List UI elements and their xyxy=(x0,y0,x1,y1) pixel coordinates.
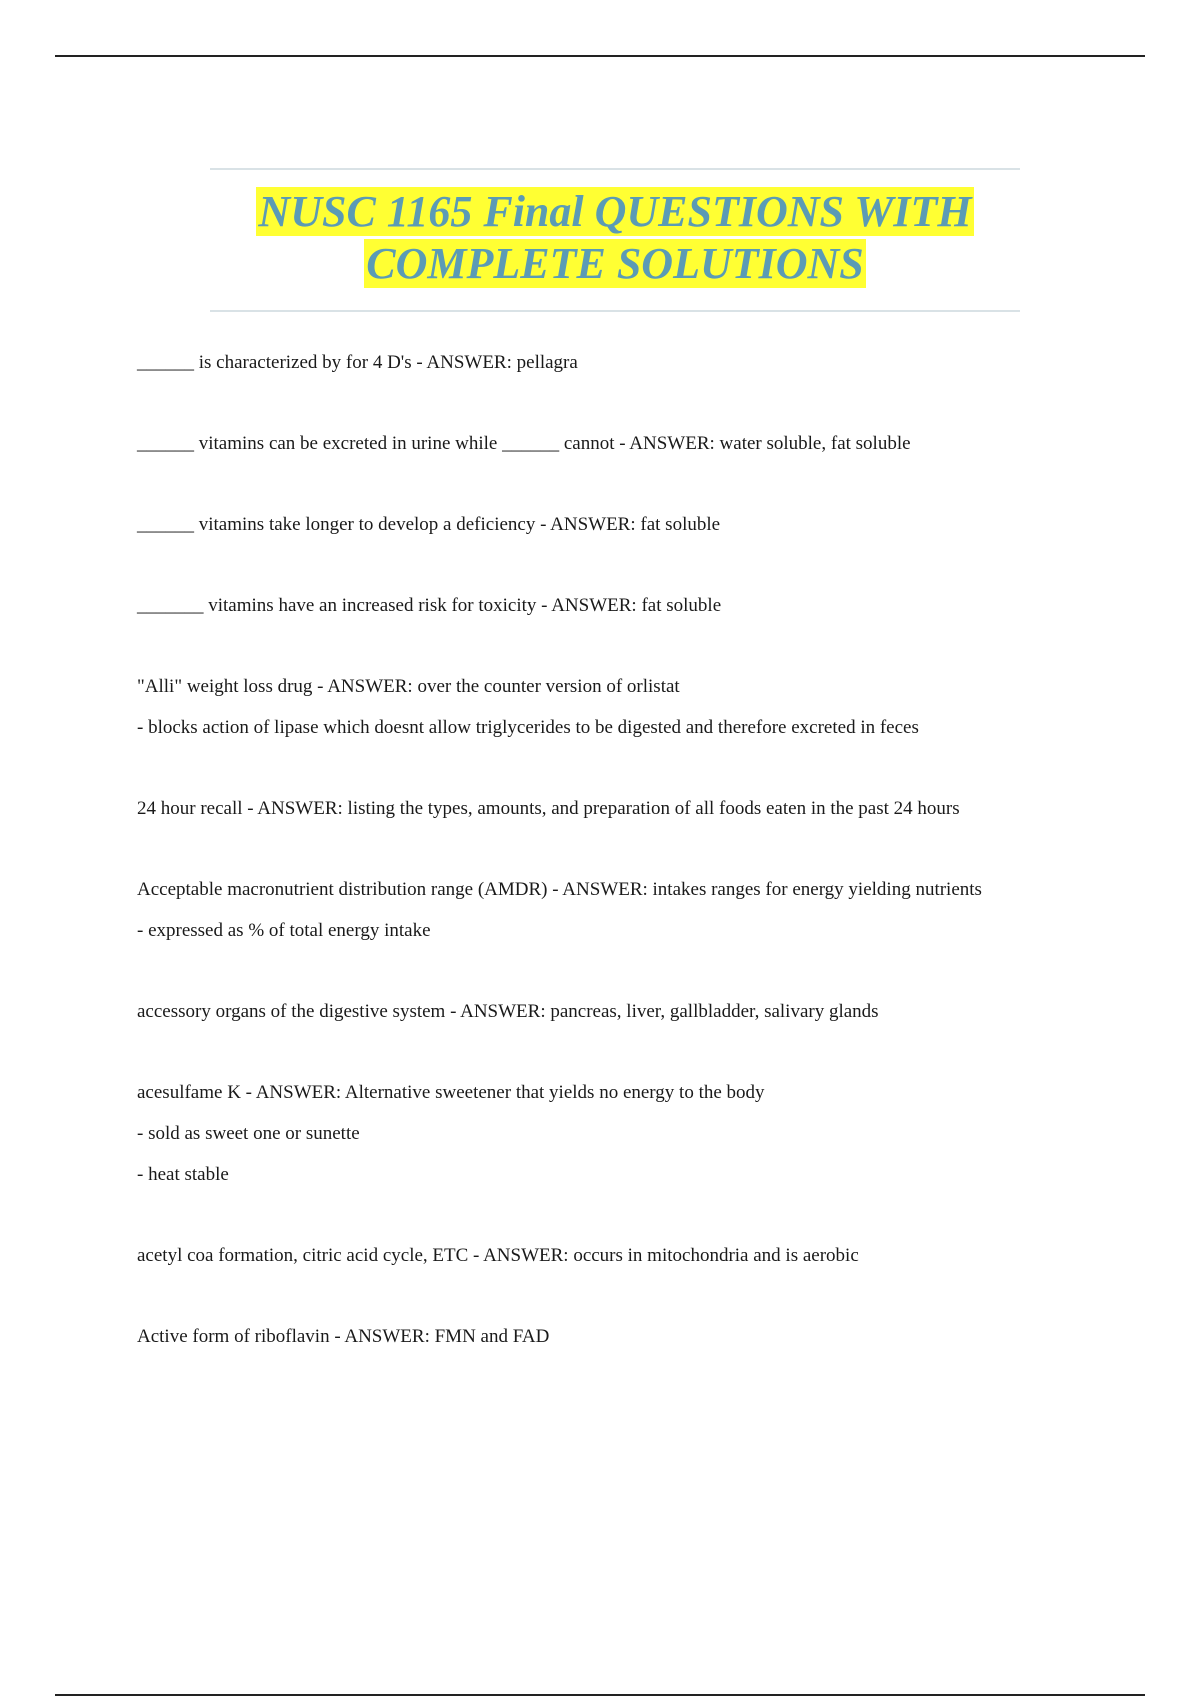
qa-entry xyxy=(137,585,1117,626)
document-title-line-1: NUSC 1165 Final QUESTIONS WITH xyxy=(258,187,972,236)
qa-entry-question: accessory organs of the digestive system - ANSWER: pancreas, liver, gallbladder, salivary glands xyxy=(137,1001,879,1022)
qa-entry xyxy=(137,1316,1117,1357)
page-top-rule xyxy=(55,55,1145,57)
qa-entry xyxy=(137,788,1117,829)
qa-entry-question: Active form of riboflavin - ANSWER: FMN and FAD xyxy=(137,1326,550,1347)
qa-entry xyxy=(137,423,1117,464)
qa-entry-detail-line: - expressed as % of total energy intake xyxy=(137,920,431,941)
qa-entry-detail-line: - blocks action of lipase which doesnt allow triglycerides to be digested and therefore excreted in feces xyxy=(137,717,919,738)
qa-entry-question: ______ vitamins take longer to develop a deficiency - ANSWER: fat soluble xyxy=(137,514,721,535)
qa-entry-detail-line: - sold as sweet one or sunette xyxy=(137,1123,360,1144)
qa-entry-question: 24 hour recall - ANSWER: listing the types, amounts, and preparation of all foods eaten in the past 24 hours xyxy=(137,798,960,819)
qa-entry xyxy=(137,1235,1117,1276)
qa-entry-question: Acceptable macronutrient distribution range (AMDR) - ANSWER: intakes ranges for energy yielding nutrients xyxy=(137,879,982,900)
title-upper-rule xyxy=(210,168,1020,170)
qa-entry xyxy=(137,666,1117,748)
qa-entry-question: ______ vitamins can be excreted in urine while ______ cannot - ANSWER: water soluble, fat soluble xyxy=(137,433,911,454)
qa-entry-question: _______ vitamins have an increased risk for toxicity - ANSWER: fat soluble xyxy=(137,595,722,616)
qa-list xyxy=(137,342,1117,1397)
qa-entry-detail-line: - heat stable xyxy=(137,1164,229,1185)
qa-entry xyxy=(137,991,1117,1032)
title-lower-rule xyxy=(210,310,1020,312)
qa-entry xyxy=(137,342,1117,383)
qa-entry-question: acesulfame K - ANSWER: Alternative sweetener that yields no energy to the body xyxy=(137,1082,765,1103)
qa-entry xyxy=(137,1072,1117,1195)
document-title-line-2: COMPLETE SOLUTIONS xyxy=(366,239,864,288)
page-bottom-rule xyxy=(55,1694,1145,1696)
qa-entry-question: acetyl coa formation, citric acid cycle, ETC - ANSWER: occurs in mitochondria and is aerobic xyxy=(137,1245,859,1266)
document-title xyxy=(210,186,1020,290)
qa-entry xyxy=(137,869,1117,951)
qa-entry-question: ______ is characterized by for 4 D's - ANSWER: pellagra xyxy=(137,352,578,373)
qa-entry-question: "Alli" weight loss drug - ANSWER: over the counter version of orlistat xyxy=(137,676,680,697)
qa-entry xyxy=(137,504,1117,545)
